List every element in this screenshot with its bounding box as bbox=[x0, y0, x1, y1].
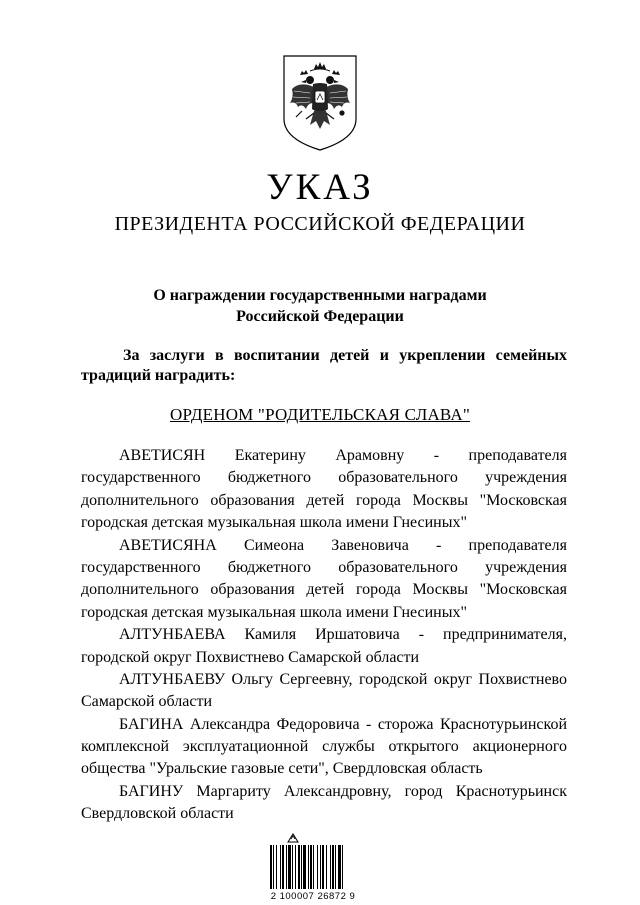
recipients-list bbox=[81, 445, 567, 826]
recipient-line: дополнительного образования детей города Москвы "Московская bbox=[81, 491, 567, 509]
tree-mark-icon bbox=[287, 833, 299, 843]
recipient-line: БАГИНА Александра Федоровича - сторожа Краснотурьинской bbox=[119, 715, 567, 733]
recipient-line: городской округ Похвистнево Самарской области bbox=[81, 648, 420, 666]
recipient-line: АВЕТИСЯН Екатерину Арамовну - преподавателя bbox=[119, 447, 567, 464]
intro-paragraph bbox=[81, 346, 567, 386]
document-barcode bbox=[262, 833, 364, 905]
heading-line: Российской Федерации bbox=[236, 308, 404, 325]
heading-line: О награждении государственными наградами bbox=[153, 287, 487, 304]
recipient-line: государственного бюджетного образовательного учреждения bbox=[81, 469, 567, 487]
recipient-line: комплексной эксплуатационной службы открытого акционерного bbox=[81, 738, 567, 756]
document-title: УКАЗ bbox=[266, 167, 374, 208]
recipient-line: городская детская музыкальная школа имени Гнесиных" bbox=[81, 514, 468, 532]
recipient-line: АВЕТИСЯНА Симеона Завеновича - преподавателя bbox=[119, 536, 567, 554]
recipient-line: АЛТУНБАЕВУ Ольгу Сергеевну, городской округ Похвистнево bbox=[119, 670, 567, 688]
recipient-line: городская детская музыкальная школа имени Гнесиных" bbox=[81, 603, 468, 621]
document-heading bbox=[60, 285, 580, 327]
intro-line: традиций наградить: bbox=[81, 367, 236, 384]
document-subtitle: ПРЕЗИДЕНТА РОССИЙСКОЙ ФЕДЕРАЦИИ bbox=[114, 213, 526, 235]
recipient-line: АЛТУНБАЕВА Камиля Иршатовича - предпринимателя, bbox=[119, 626, 567, 644]
award-title: ОРДЕНОМ "РОДИТЕЛЬСКАЯ СЛАВА" bbox=[169, 405, 471, 424]
russian-coat-of-arms-icon bbox=[280, 53, 360, 153]
recipient-line: Свердловской области bbox=[81, 805, 234, 823]
barcode-icon bbox=[270, 845, 358, 889]
barcode-number: 2 100007 26872 9 bbox=[270, 891, 356, 902]
recipient-line: общества "Уральские газовые сети", Свердловская область bbox=[81, 760, 483, 778]
intro-line: За заслуги в воспитании детей и укреплении семейных bbox=[123, 347, 567, 364]
recipient-line: государственного бюджетного образовательного учреждения bbox=[81, 558, 567, 576]
recipient-line: Самарской области bbox=[81, 693, 212, 711]
recipient-line: дополнительного образования детей города Москвы "Московская bbox=[81, 581, 567, 599]
recipient-line: БАГИНУ Маргариту Александровну, город Краснотурьинск bbox=[119, 782, 567, 800]
